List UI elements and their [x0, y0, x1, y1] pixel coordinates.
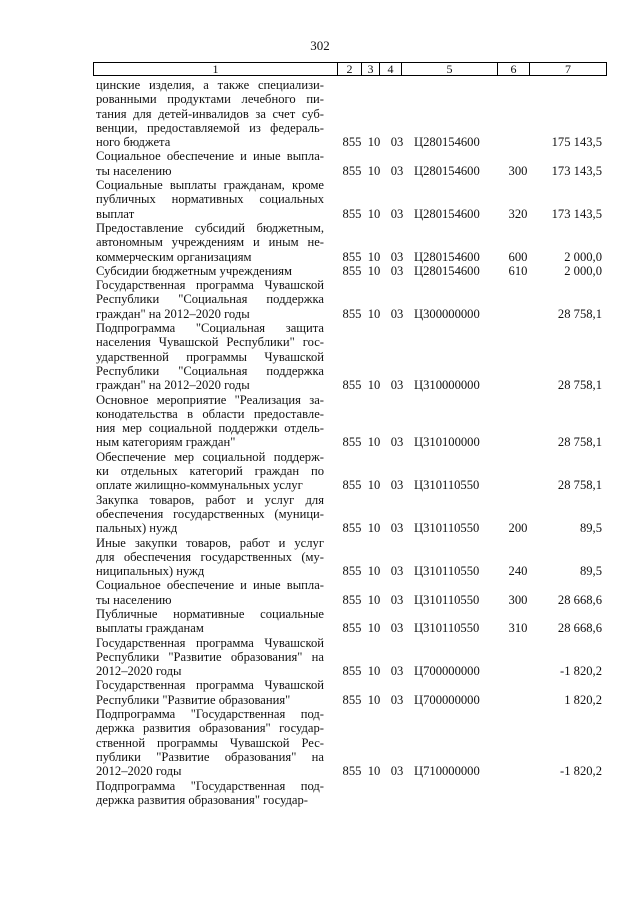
- admin-code-cell: 855: [342, 478, 362, 493]
- header-col-7: 7: [529, 63, 606, 75]
- row-description: [96, 707, 324, 778]
- amount-cell: 28 668,6: [557, 621, 602, 636]
- description-line: Закупка товаров, работ и услуг для: [96, 492, 324, 507]
- description-line: Обеспечение мер социальной поддерж-: [96, 449, 324, 464]
- section-cell: 10: [367, 764, 381, 779]
- table-row: [0, 278, 640, 321]
- section-cell: 10: [367, 521, 381, 536]
- subsection-cell: 03: [390, 564, 404, 579]
- amount-cell: -1 820,2: [560, 764, 602, 779]
- subsection-cell: 03: [390, 435, 404, 450]
- target-article-cell: Ц310110550: [414, 478, 480, 493]
- subsection-cell: 03: [390, 135, 404, 150]
- admin-code-cell: 855: [342, 378, 362, 393]
- amount-cell: -1 820,2: [560, 664, 602, 679]
- expense-type-cell: 200: [508, 521, 528, 536]
- description-line: граждан" на 2012–2020 годы: [96, 378, 250, 393]
- section-cell: 10: [367, 592, 381, 607]
- admin-code-cell: 855: [342, 249, 362, 264]
- table-row: [0, 607, 640, 636]
- subsection-cell: 03: [390, 621, 404, 636]
- table-header-row: [93, 62, 607, 76]
- table-row: [0, 536, 640, 579]
- section-cell: 10: [367, 206, 381, 221]
- description-line: венции, предоставляемой из федераль-: [96, 120, 324, 135]
- description-line: ты населению: [96, 163, 172, 178]
- description-line: 2012–2020 годы: [96, 764, 182, 779]
- description-line: Республики "Развитие образования" на: [96, 649, 324, 664]
- admin-code-cell: 855: [342, 135, 362, 150]
- section-cell: 10: [367, 621, 381, 636]
- description-line: обеспечения государственных (муници-: [96, 506, 324, 521]
- target-article-cell: Ц280154600: [414, 206, 480, 221]
- table-row: [0, 779, 640, 808]
- description-line: рованными продуктами лечебного пи-: [96, 92, 324, 107]
- budget-table-body: [0, 78, 640, 807]
- header-col-1: 1: [212, 62, 219, 76]
- row-description: [96, 78, 324, 149]
- amount-cell: 173 143,5: [551, 163, 602, 178]
- description-line: Государственная программа Чувашской: [96, 278, 324, 293]
- row-description: [96, 536, 324, 579]
- description-line: Иные закупки товаров, работ и услуг: [96, 535, 324, 550]
- expense-type-cell: 310: [508, 621, 528, 636]
- admin-code-cell: 855: [342, 206, 362, 221]
- row-description: [96, 636, 324, 679]
- row-description: [96, 264, 324, 278]
- subsection-cell: 03: [390, 263, 404, 278]
- row-description: [96, 450, 324, 493]
- section-cell: 10: [367, 135, 381, 150]
- row-description: [96, 149, 324, 178]
- subsection-cell: 03: [390, 378, 404, 393]
- description-line: Государственная программа Чувашской: [96, 635, 324, 650]
- table-row: [0, 493, 640, 536]
- table-row: [0, 707, 640, 778]
- row-description: [96, 393, 324, 450]
- row-description: [96, 221, 324, 264]
- target-article-cell: Ц280154600: [414, 263, 480, 278]
- expense-type-cell: 240: [508, 564, 528, 579]
- admin-code-cell: 855: [342, 263, 362, 278]
- description-line: ки отдельных категорий граждан по: [96, 464, 324, 479]
- description-line: Республики "Социальная поддержка: [96, 363, 324, 378]
- amount-cell: 28 758,1: [557, 378, 602, 393]
- description-line: ния мер социальной поддержки отдель-: [96, 421, 324, 436]
- amount-cell: 28 668,6: [557, 592, 602, 607]
- table-row: [0, 78, 640, 149]
- header-col-4: 4: [379, 63, 401, 75]
- target-article-cell: Ц310100000: [414, 435, 480, 450]
- row-description: [96, 779, 324, 808]
- target-article-cell: Ц310110550: [414, 621, 480, 636]
- expense-type-cell: 320: [508, 206, 528, 221]
- description-line: Основное мероприятие "Реализация за-: [96, 392, 324, 407]
- subsection-cell: 03: [390, 664, 404, 679]
- description-line: Подпрограмма "Государственная под-: [96, 707, 324, 722]
- table-row: [0, 264, 640, 278]
- admin-code-cell: 855: [342, 306, 362, 321]
- description-line: оплате жилищно-коммунальных услуг: [96, 478, 303, 493]
- admin-code-cell: 855: [342, 764, 362, 779]
- section-cell: 10: [367, 306, 381, 321]
- description-line: 2012–2020 годы: [96, 664, 182, 679]
- description-line: Подпрограмма "Социальная защита: [96, 321, 324, 336]
- description-line: Предоставление субсидий бюджетным,: [96, 220, 324, 235]
- description-line: Публичные нормативные социальные: [96, 606, 324, 621]
- table-row: [0, 450, 640, 493]
- amount-cell: 1 820,2: [564, 692, 602, 707]
- row-description: [96, 278, 324, 321]
- amount-cell: 173 143,5: [551, 206, 602, 221]
- description-line: ным категориям граждан": [96, 435, 236, 450]
- amount-cell: 2 000,0: [564, 249, 602, 264]
- description-line: ственной программы Чувашской Рес-: [96, 735, 324, 750]
- table-row: [0, 178, 640, 221]
- admin-code-cell: 855: [342, 163, 362, 178]
- description-line: автономным учреждениям и иным не-: [96, 235, 324, 250]
- description-line: цинские изделия, а также специализи-: [96, 78, 324, 92]
- header-col-6: 6: [497, 63, 529, 75]
- target-article-cell: Ц710000000: [414, 764, 480, 779]
- target-article-cell: Ц310110550: [414, 564, 480, 579]
- description-line: держка развития образования" государ-: [96, 792, 308, 807]
- target-article-cell: Ц700000000: [414, 664, 480, 679]
- description-line: тания для детей-инвалидов за счет суб-: [96, 106, 324, 121]
- subsection-cell: 03: [390, 692, 404, 707]
- description-line: Республики "Развитие образования": [96, 692, 291, 707]
- section-cell: 10: [367, 263, 381, 278]
- description-line: конодательства в области предоставле-: [96, 406, 324, 421]
- description-line: ного бюджета: [96, 135, 171, 150]
- section-cell: 10: [367, 664, 381, 679]
- row-description: [96, 321, 324, 392]
- section-cell: 10: [367, 478, 381, 493]
- description-line: ударственной программы Чувашской: [96, 349, 324, 364]
- admin-code-cell: 855: [342, 621, 362, 636]
- page-number: 302: [310, 38, 330, 53]
- admin-code-cell: 855: [342, 564, 362, 579]
- target-article-cell: Ц310110550: [414, 521, 480, 536]
- admin-code-cell: 855: [342, 692, 362, 707]
- subsection-cell: 03: [390, 521, 404, 536]
- row-description: [96, 678, 324, 707]
- section-cell: 10: [367, 564, 381, 579]
- table-row: [0, 393, 640, 450]
- table-row: [0, 578, 640, 607]
- subsection-cell: 03: [390, 249, 404, 264]
- admin-code-cell: 855: [342, 592, 362, 607]
- description-line: публичных нормативных социальных: [96, 192, 324, 207]
- subsection-cell: 03: [390, 764, 404, 779]
- section-cell: 10: [367, 692, 381, 707]
- description-line: коммерческим организациям: [96, 249, 252, 264]
- section-cell: 10: [367, 163, 381, 178]
- description-line: населения Чувашской Республики" гос-: [96, 335, 324, 350]
- target-article-cell: Ц280154600: [414, 135, 480, 150]
- target-article-cell: Ц700000000: [414, 692, 480, 707]
- description-line: публики "Развитие образования" на: [96, 749, 324, 764]
- table-row: [0, 678, 640, 707]
- header-col-5: 5: [401, 63, 497, 75]
- description-line: Социальные выплаты гражданам, кроме: [96, 178, 324, 193]
- target-article-cell: Ц280154600: [414, 249, 480, 264]
- description-line: выплаты гражданам: [96, 621, 204, 636]
- target-article-cell: Ц280154600: [414, 163, 480, 178]
- subsection-cell: 03: [390, 592, 404, 607]
- description-line: ты населению: [96, 592, 172, 607]
- amount-cell: 175 143,5: [551, 135, 602, 150]
- description-line: граждан" на 2012–2020 годы: [96, 306, 250, 321]
- table-row: [0, 221, 640, 264]
- admin-code-cell: 855: [342, 435, 362, 450]
- row-description: [96, 493, 324, 536]
- table-row: [0, 149, 640, 178]
- section-cell: 10: [367, 249, 381, 264]
- description-line: Республики "Социальная поддержка: [96, 292, 324, 307]
- section-cell: 10: [367, 435, 381, 450]
- amount-cell: 28 758,1: [557, 435, 602, 450]
- header-col-3: 3: [361, 63, 379, 75]
- expense-type-cell: 300: [508, 592, 528, 607]
- expense-type-cell: 300: [508, 163, 528, 178]
- target-article-cell: Ц300000000: [414, 306, 480, 321]
- description-line: Государственная программа Чувашской: [96, 678, 324, 693]
- subsection-cell: 03: [390, 206, 404, 221]
- target-article-cell: Ц310000000: [414, 378, 480, 393]
- description-line: Социальное обеспечение и иные выпла-: [96, 578, 324, 593]
- expense-type-cell: 600: [508, 249, 528, 264]
- amount-cell: 2 000,0: [564, 263, 602, 278]
- section-cell: 10: [367, 378, 381, 393]
- description-line: ниципальных) нужд: [96, 564, 205, 579]
- table-row: [0, 636, 640, 679]
- description-line: Подпрограмма "Государственная под-: [96, 778, 324, 793]
- description-line: для обеспечения государственных (му-: [96, 549, 324, 564]
- subsection-cell: 03: [390, 306, 404, 321]
- description-line: Субсидии бюджетным учреждениям: [96, 263, 292, 278]
- description-line: держка развития образования" государ-: [96, 721, 324, 736]
- description-line: Социальное обеспечение и иные выпла-: [96, 149, 324, 164]
- subsection-cell: 03: [390, 478, 404, 493]
- header-col-2: 2: [337, 63, 361, 75]
- expense-type-cell: 610: [508, 263, 528, 278]
- amount-cell: 28 758,1: [557, 478, 602, 493]
- amount-cell: 89,5: [579, 521, 602, 536]
- row-description: [96, 578, 324, 607]
- target-article-cell: Ц310110550: [414, 592, 480, 607]
- subsection-cell: 03: [390, 163, 404, 178]
- amount-cell: 28 758,1: [557, 306, 602, 321]
- amount-cell: 89,5: [579, 564, 602, 579]
- admin-code-cell: 855: [342, 664, 362, 679]
- description-line: пальных) нужд: [96, 521, 178, 536]
- table-row: [0, 321, 640, 392]
- row-description: [96, 178, 324, 221]
- description-line: выплат: [96, 206, 135, 221]
- row-description: [96, 607, 324, 636]
- admin-code-cell: 855: [342, 521, 362, 536]
